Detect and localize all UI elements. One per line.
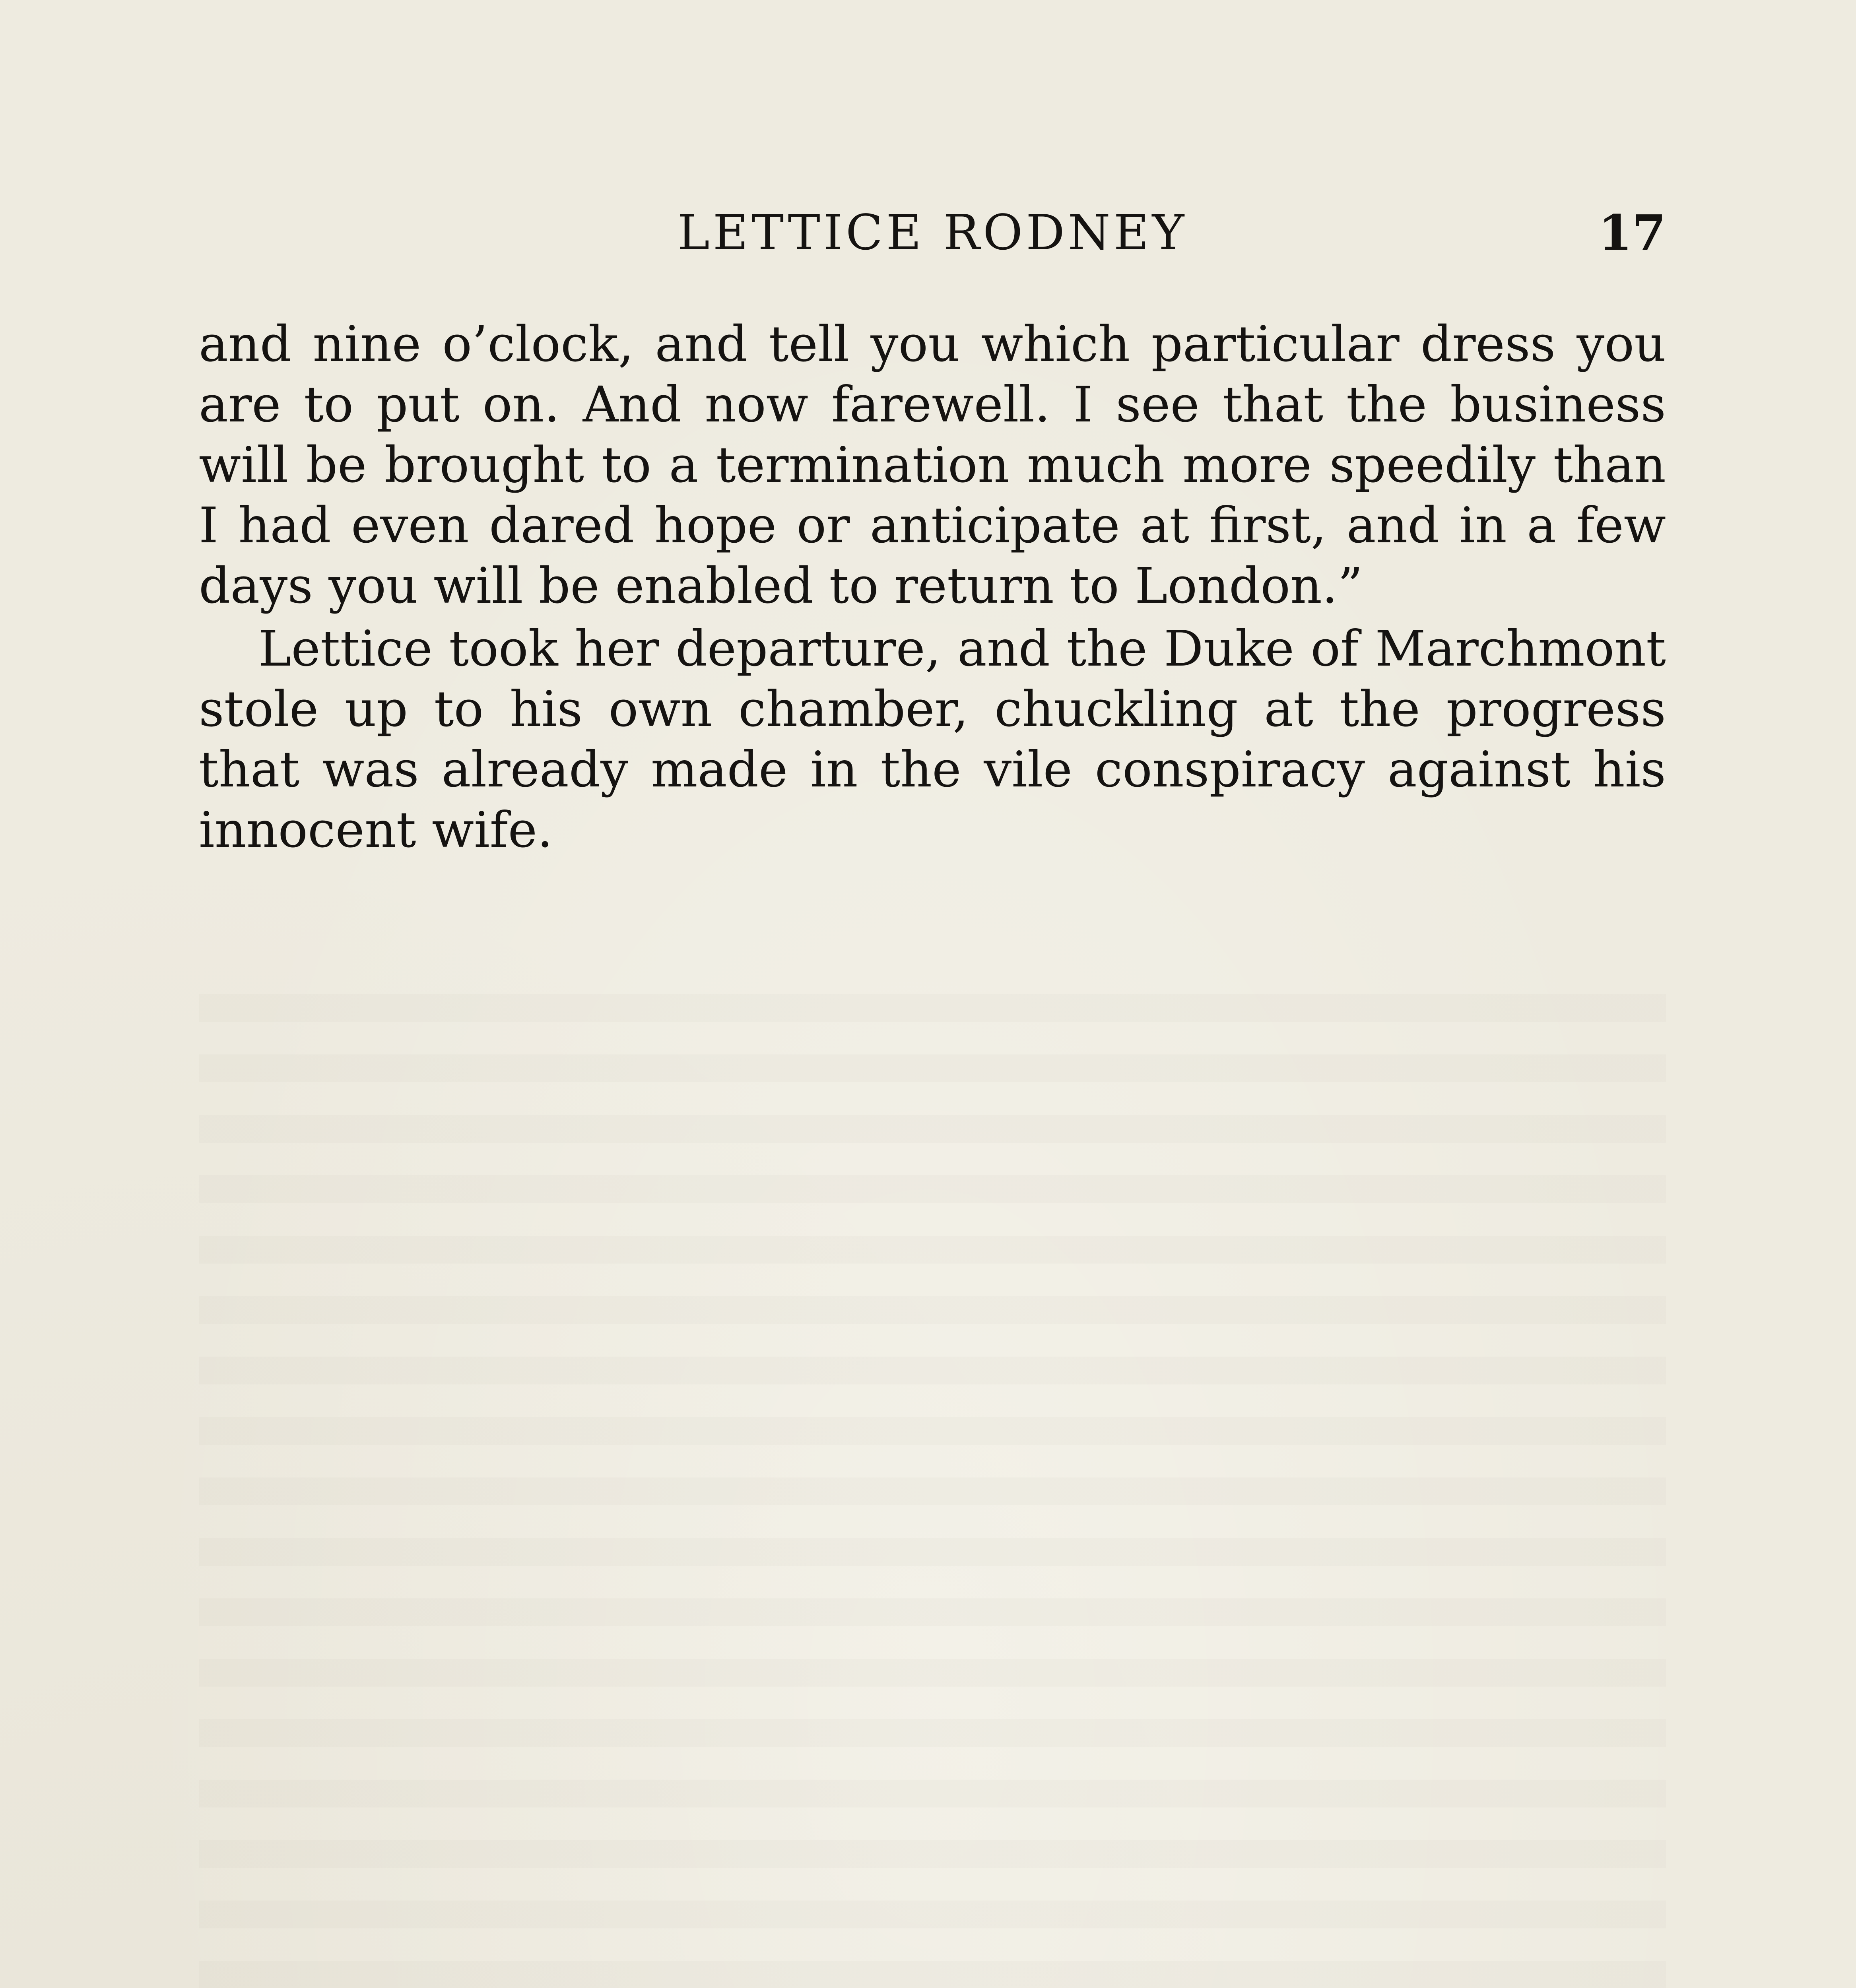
page-header — [199, 203, 1666, 262]
paragraph: Lettice took her departure, and the Duke of Marchmont stole up to his own chamber, chuckling at the progress that was already made in the vile conspiracy against his innocent wife. — [199, 620, 1666, 859]
page-number: 17 — [1598, 204, 1666, 261]
paragraph-continuation: and nine o’clock, and tell you which particular dress you are to put on. And now farewell. I see that the business will be brought to a termination much more speedily than I had even dared hope or anticipate at first, and in a few days you will be enabled to return to London.” — [199, 316, 1666, 615]
show-through-text — [199, 994, 1666, 1988]
running-head: LETTICE RODNEY — [677, 204, 1188, 261]
body-text — [199, 314, 1666, 860]
